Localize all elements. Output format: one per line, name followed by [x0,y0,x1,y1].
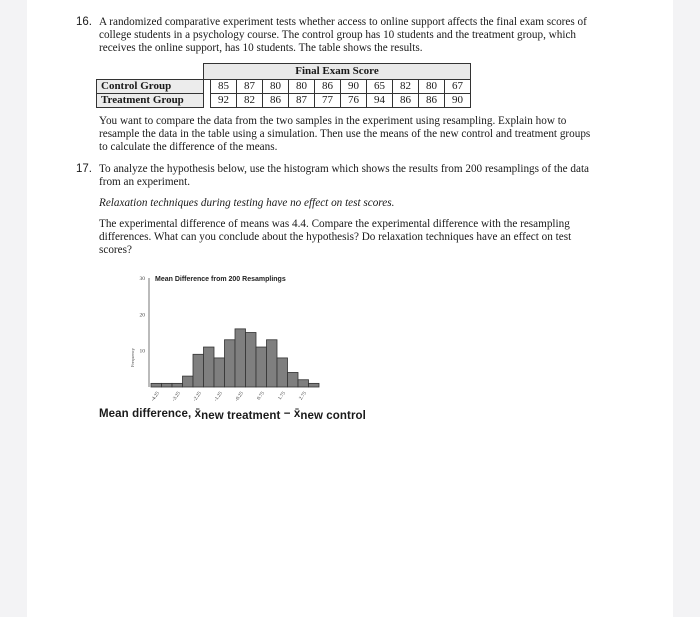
x-bar-symbol: x̄ [194,408,202,420]
x-axis-label-main: Mean difference, [99,408,195,420]
histogram-bar [151,383,162,387]
scores-table-header: Final Exam Score [204,64,471,80]
control-score: 86 [315,80,341,94]
treatment-group-label: Treatment Group [97,94,204,108]
y-tick-label: 20 [139,312,145,319]
x-axis-minus: − [280,408,294,420]
treatment-score: 87 [289,94,315,108]
x-bar-symbol: x̄ [293,408,301,420]
histogram-title: Mean Difference from 200 Resamplings [155,276,286,283]
worksheet-page [27,0,673,617]
x-tick-label: -3.25 [171,391,182,403]
histogram-bar [298,380,309,387]
question-17-line-2: from an experiment. [99,176,191,188]
x-tick-label: 2.75 [298,391,308,402]
treatment-score: 86 [393,94,419,108]
x-axis-sub-treatment: new treatment [201,410,281,422]
control-score: 87 [237,80,263,94]
treatment-group-row [97,94,471,108]
y-axis-label: Frequency [130,348,135,368]
histogram-bar [277,358,288,387]
question-16-line-1: A randomized comparative experiment tests whether access to online support affects the final exam scores of [99,16,587,28]
x-tick-label: 0.75 [256,391,266,402]
treatment-score: 92 [211,94,237,108]
question-16-line-3: receives the online support, has 10 students. The table shows the results. [99,42,423,54]
y-tick-label: 10 [139,348,145,355]
scores-table [96,63,471,108]
question-17-prompt-2: differences. What can you conclude about the hypothesis? Do relaxation techniques have an effect on test [99,231,572,243]
histogram [107,265,407,430]
question-16-line-2: college students in a psychology course. The control group has 10 students and the treatment group, which [99,29,577,41]
control-group-label: Control Group [97,80,204,94]
histogram-bar [204,347,215,387]
histogram-bar [214,358,225,387]
histogram-bar [246,333,257,388]
control-score: 90 [341,80,367,94]
treatment-score: 86 [263,94,289,108]
histogram-bar [256,347,267,387]
treatment-score: 82 [237,94,263,108]
control-score: 80 [289,80,315,94]
control-score: 80 [419,80,445,94]
histogram-bar [183,376,194,387]
control-score: 85 [211,80,237,94]
histogram-bar [309,383,320,387]
histogram-bar [162,383,173,387]
control-score: 80 [263,80,289,94]
x-tick-label: -4.25 [150,391,161,403]
histogram-bar [235,329,246,387]
control-group-row [97,80,471,94]
control-score: 82 [393,80,419,94]
x-axis-sub-control: new control [300,410,366,422]
histogram-bar [225,340,236,387]
question-17-number: 17. [76,163,92,175]
x-tick-label: -0.25 [234,391,245,403]
x-tick-label: -1.25 [213,391,224,403]
histogram-bar [288,372,299,387]
question-17-line-1: To analyze the hypothesis below, use the histogram which shows the results from 200 resamplings of the data [99,163,590,175]
control-score: 65 [367,80,393,94]
histogram-bar [193,354,204,387]
x-tick-label: -2.25 [192,391,203,403]
control-score: 67 [445,80,471,94]
histogram-bar [267,340,278,387]
histogram-bar [172,383,183,387]
treatment-score: 86 [419,94,445,108]
histogram-x-axis-label [99,408,366,420]
question-16-number: 16. [76,16,92,28]
question-17-prompt-3: scores? [99,244,132,256]
question-16-followup-3: to calculate the difference of the means. [99,141,278,153]
question-16-followup-1: You want to compare the data from the two samples in the experiment using resampling. Explain how to [99,115,567,127]
hypothesis-text: Relaxation techniques during testing have no effect on test scores. [99,197,395,209]
treatment-score: 94 [367,94,393,108]
question-17-prompt-1: The experimental difference of means was 4.4. Compare the experimental difference with the resampling [99,218,570,230]
treatment-score: 90 [445,94,471,108]
treatment-score: 76 [341,94,367,108]
x-tick-label: 1.75 [277,391,287,402]
histogram-svg [107,265,407,410]
treatment-score: 77 [315,94,341,108]
question-16-followup-2: resample the data in the table using a simulation. Then use the means of the new control and treatment groups [99,128,591,140]
y-tick-label: 30 [139,276,145,282]
